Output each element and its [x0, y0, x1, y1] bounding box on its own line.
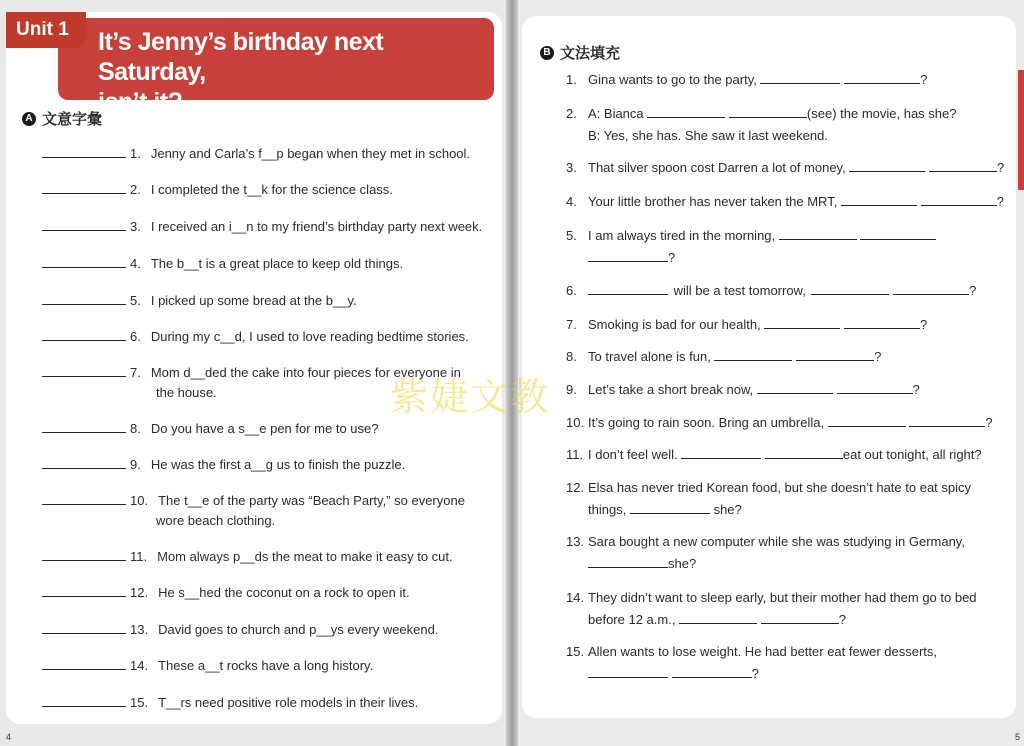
item-text: He s__hed the coconut on a rock to open it. [158, 585, 410, 600]
grammar-item [566, 478, 971, 498]
item-text: I received an i__n to my friend’s birthday party next week. [150, 219, 483, 234]
item-text: He was the first a__g us to finish the puzzle. [150, 457, 406, 472]
answer-blank[interactable] [796, 360, 874, 361]
item-text-cont: B: Yes, she has. She saw it last weekend. [588, 128, 828, 143]
answer-blank[interactable] [42, 340, 126, 341]
answer-blank[interactable] [42, 193, 126, 194]
grammar-item [566, 588, 977, 608]
answer-blank[interactable] [42, 596, 126, 597]
answer-blank[interactable] [760, 83, 840, 84]
answer-blank[interactable] [764, 328, 840, 329]
answer-blank[interactable] [588, 567, 668, 568]
vocab-item [42, 254, 403, 274]
grammar-item-cont [588, 126, 828, 146]
grammar-item [566, 226, 936, 246]
item-text: Sara bought a new computer while she was studying in Germany, [588, 534, 965, 549]
vocab-item-cont [156, 383, 217, 403]
answer-blank[interactable] [42, 376, 126, 377]
item-number: 13. [566, 534, 585, 549]
vocab-item [42, 180, 393, 200]
item-text-end: ? [996, 194, 1004, 209]
answer-blank[interactable] [42, 706, 126, 707]
answer-blank[interactable] [42, 560, 126, 561]
title-line-1: It’s Jenny’s birthday next Saturday, [98, 28, 384, 86]
item-text: A: Bianca [588, 106, 644, 121]
answer-blank[interactable] [588, 261, 668, 262]
item-text-end: ? [919, 317, 928, 332]
title-line-2: isn’t it? [98, 88, 183, 116]
item-number: 9. [566, 382, 577, 397]
title-banner [58, 18, 494, 116]
section-b-badge: B [540, 46, 554, 60]
answer-blank[interactable] [647, 117, 725, 118]
item-text: I completed the t__k for the science class. [150, 182, 393, 197]
vocab-item [42, 327, 469, 347]
item-number: 1. [566, 72, 577, 87]
answer-blank[interactable] [828, 426, 906, 427]
item-text: I am always tired in the morning, [588, 228, 776, 243]
grammar-item-cont [588, 500, 742, 520]
answer-blank[interactable] [42, 304, 126, 305]
item-number: 6. [130, 329, 141, 344]
item-number: 4. [566, 194, 577, 209]
item-text: Jenny and Carla’s f__p began when they met in school. [150, 146, 471, 161]
answer-blank[interactable] [42, 633, 126, 634]
item-number: 2. [130, 182, 141, 197]
answer-blank[interactable] [765, 458, 843, 459]
vocab-item [42, 656, 373, 676]
item-text-end: ? [838, 612, 846, 627]
grammar-item [566, 532, 965, 552]
answer-blank[interactable] [588, 294, 668, 295]
grammar-item [566, 347, 881, 367]
grammar-item-cont [588, 248, 675, 268]
item-text: Mom always p__ds the meat to make it easy to cut. [157, 549, 453, 564]
item-text-end: ? [751, 666, 759, 681]
item-number: 6. [566, 283, 577, 298]
vocab-item [42, 217, 482, 237]
grammar-item [566, 445, 982, 465]
answer-blank[interactable] [837, 393, 913, 394]
right-card [522, 16, 1016, 718]
section-a-badge: A [22, 112, 36, 126]
answer-blank[interactable] [681, 458, 761, 459]
grammar-item [566, 281, 976, 301]
unit-label: Unit 1 [6, 12, 86, 48]
vocab-item [42, 547, 453, 567]
answer-blank[interactable] [42, 468, 126, 469]
item-number: 3. [566, 160, 577, 175]
grammar-item-cont [588, 610, 846, 630]
answer-blank[interactable] [921, 205, 997, 206]
item-text: The t__e of the party was “Beach Party,” so everyone [158, 493, 465, 508]
item-number: 2. [566, 106, 577, 121]
grammar-item-cont [588, 554, 696, 574]
item-number: 10. [566, 415, 585, 430]
answer-blank[interactable] [849, 171, 925, 172]
answer-blank[interactable] [679, 623, 757, 624]
item-number: 9. [130, 457, 141, 472]
grammar-item [566, 642, 937, 662]
item-text: Gina wants to go to the party, [588, 72, 757, 87]
item-number: 8. [130, 421, 141, 436]
item-text: The b__t is a great place to keep old things. [150, 256, 404, 271]
grammar-item-cont [588, 664, 759, 684]
item-number: 10. [130, 493, 149, 508]
vocab-item [42, 419, 379, 439]
section-a-heading [22, 108, 102, 129]
item-text-end: (see) the movie, has she? [806, 106, 957, 121]
answer-blank[interactable] [42, 230, 126, 231]
item-text: Mom d__ded the cake into four pieces for everyone in [150, 365, 461, 380]
grammar-item [566, 315, 927, 335]
answer-blank[interactable] [42, 267, 126, 268]
item-text-cont: things, [588, 502, 627, 517]
grammar-item [566, 380, 920, 400]
item-text: I picked up some bread at the b__y. [150, 293, 357, 308]
item-text: During my c__d, I used to love reading bedtime stories. [150, 329, 469, 344]
section-b-title: 文法填充 [560, 45, 621, 62]
section-a-title: 文意字彙 [42, 111, 103, 128]
item-number: 14. [130, 658, 149, 673]
item-text-end: eat out tonight, all right? [842, 447, 982, 462]
answer-blank[interactable] [844, 83, 920, 84]
item-text: Elsa has never tried Korean food, but she doesn’t hate to eat spicy [588, 480, 972, 495]
vocab-item [42, 291, 357, 311]
item-number: 14. [566, 590, 585, 605]
item-text: To travel alone is fun, [588, 349, 711, 364]
item-text: That silver spoon cost Darren a lot of money, [588, 160, 846, 175]
answer-blank[interactable] [929, 171, 997, 172]
page-number-right: 5 [1014, 732, 1020, 742]
item-text: Allen wants to lose weight. He had better eat fewer desserts, [588, 644, 938, 659]
answer-blank[interactable] [841, 205, 917, 206]
answer-blank[interactable] [714, 360, 792, 361]
answer-blank[interactable] [811, 294, 889, 295]
item-number: 1. [130, 146, 141, 161]
item-number: 12. [130, 585, 149, 600]
grammar-item [566, 413, 993, 433]
grammar-item [566, 70, 927, 90]
item-text-end: ? [969, 283, 977, 298]
vocab-item [42, 693, 418, 713]
item-text: T__rs need positive role models in their lives. [158, 695, 419, 710]
item-text-end: she? [713, 502, 742, 517]
item-number: 12. [566, 480, 585, 495]
grammar-item [566, 104, 956, 124]
item-text: Do you have a s__e pen for me to use? [150, 421, 379, 436]
grammar-item [566, 158, 1004, 178]
item-text-end: ? [874, 349, 882, 364]
item-number: 11. [130, 549, 148, 564]
item-text: David goes to church and p__ys every weekend. [158, 622, 439, 637]
item-text: will be a test tomorrow, [673, 283, 806, 298]
item-text: Your little brother has never taken the MRT, [588, 194, 838, 209]
answer-blank[interactable] [672, 677, 752, 678]
item-text: These a__t rocks have a long history. [158, 658, 374, 673]
item-number: 5. [566, 228, 577, 243]
item-text: Smoking is bad for our health, [588, 317, 761, 332]
answer-blank[interactable] [42, 157, 126, 158]
item-number: 7. [130, 365, 141, 380]
section-b-heading [540, 42, 620, 63]
answer-blank[interactable] [757, 393, 833, 394]
item-text: I don’t feel well. [588, 447, 678, 462]
answer-blank[interactable] [860, 239, 936, 240]
vocab-item [42, 144, 470, 164]
item-text-end: she? [668, 556, 697, 571]
vocab-item [42, 620, 438, 640]
item-number: 4. [130, 256, 141, 271]
item-text-end: ? [985, 415, 993, 430]
page-edge-tab [1018, 70, 1024, 190]
item-text-cont: before 12 a.m., [588, 612, 676, 627]
item-number: 5. [130, 293, 141, 308]
item-text: They didn’t want to sleep early, but their mother had them go to bed [588, 590, 977, 605]
answer-blank[interactable] [42, 669, 126, 670]
answer-blank[interactable] [779, 239, 857, 240]
item-number: 15. [566, 644, 585, 659]
grammar-item [566, 192, 1004, 212]
answer-blank[interactable] [844, 328, 920, 329]
item-number: 15. [130, 695, 149, 710]
answer-blank[interactable] [893, 294, 969, 295]
item-text-end: ? [996, 160, 1005, 175]
answer-blank[interactable] [42, 432, 126, 433]
vocab-item-cont [156, 511, 275, 531]
page-number-left: 4 [6, 732, 12, 742]
answer-blank[interactable] [729, 117, 807, 118]
answer-blank[interactable] [909, 426, 985, 427]
item-number: 3. [130, 219, 141, 234]
vocab-item [42, 583, 410, 603]
vocab-item [42, 455, 405, 475]
item-number: 13. [130, 622, 149, 637]
item-text: It’s going to rain soon. Bring an umbrella, [588, 415, 825, 430]
answer-blank[interactable] [630, 513, 710, 514]
item-text-end: ? [920, 72, 928, 87]
item-text-end: ? [912, 382, 920, 397]
answer-blank[interactable] [42, 504, 126, 505]
item-number: 11. [566, 447, 584, 462]
answer-blank[interactable] [761, 623, 839, 624]
item-text-cont: the house. [156, 385, 217, 400]
vocab-item [42, 491, 465, 511]
item-text-end: ? [668, 250, 676, 265]
item-text: Let’s take a short break now, [588, 382, 754, 397]
item-number: 8. [566, 349, 577, 364]
watermark: 紫婕文教 [390, 377, 551, 419]
item-number: 7. [566, 317, 577, 332]
answer-blank[interactable] [588, 677, 668, 678]
item-text-cont: wore beach clothing. [156, 513, 276, 528]
